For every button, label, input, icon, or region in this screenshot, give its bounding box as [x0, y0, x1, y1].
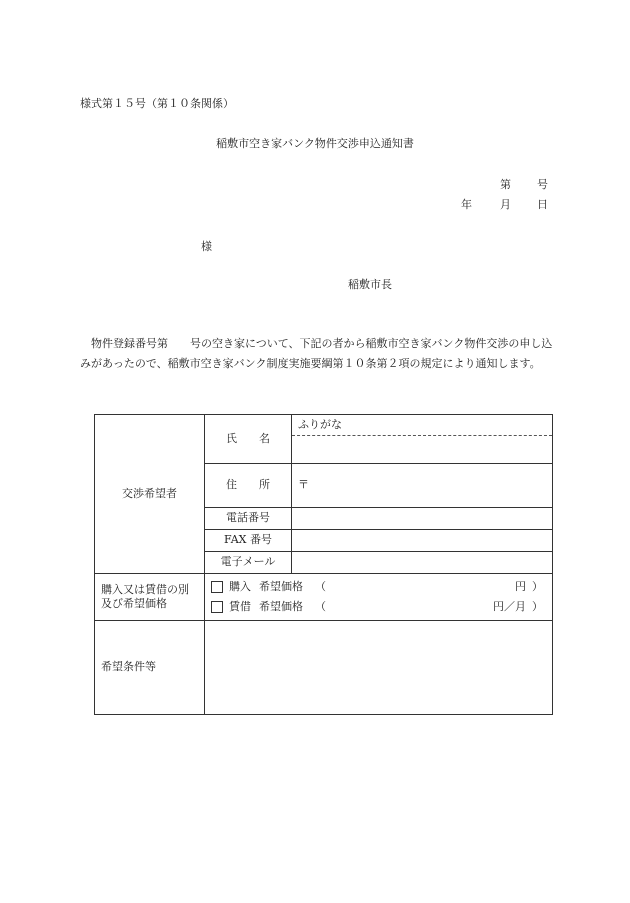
- address-field[interactable]: [292, 464, 553, 508]
- number-prefix: 第: [500, 178, 511, 191]
- notification-body: 物件登録番号第 号の空き家について、下記の者から稲敷市空き家バンク物件交渉の申し込みがあったので、稲敷市空き家バンク制度実施要綱第１０条第２項の規定により通知します。: [80, 337, 553, 370]
- furigana-field[interactable]: [292, 415, 553, 436]
- postal-mark: 〒: [298, 478, 309, 492]
- application-table: [94, 414, 553, 715]
- email-label: 電子メール: [205, 552, 292, 574]
- purchase-price-label: 希望価格: [259, 579, 303, 593]
- rent-open-paren: （: [315, 599, 326, 613]
- conditions-field[interactable]: [205, 621, 553, 715]
- document-date-line: [461, 198, 548, 212]
- purchase-rent-label: [95, 574, 205, 621]
- rent-option-label: 賃借: [229, 599, 251, 613]
- furigana-label: ふりがな: [298, 417, 342, 431]
- purchase-option-label: 購入: [229, 579, 251, 593]
- purchase-option: [211, 577, 546, 597]
- date-day: 日: [537, 198, 548, 211]
- email-field[interactable]: [292, 552, 553, 574]
- purchase-price-unit[interactable]: 円: [515, 579, 526, 593]
- document-number-line: [500, 178, 548, 192]
- date-year: 年: [461, 198, 472, 211]
- sender-name: 稲敷市長: [348, 278, 392, 291]
- number-suffix: 号: [537, 178, 548, 191]
- fax-field[interactable]: [292, 530, 553, 552]
- rent-option: [211, 597, 546, 617]
- purchase-checkbox[interactable]: [211, 581, 223, 593]
- conditions-label: 希望条件等: [95, 621, 205, 715]
- rent-close-paren: ）: [532, 599, 543, 613]
- purchase-open-paren: （: [315, 579, 326, 593]
- rent-checkbox[interactable]: [211, 601, 223, 613]
- purchase-rent-options: [205, 574, 553, 621]
- document-title: 稲敷市空き家バンク物件交渉申込通知書: [216, 137, 414, 150]
- addressee-suffix: 様: [201, 240, 212, 253]
- rent-price-unit[interactable]: 円／月: [493, 599, 526, 613]
- purchase-close-paren: ）: [532, 579, 543, 593]
- address-label: 住 所: [205, 464, 292, 508]
- phone-label: 電話番号: [205, 508, 292, 530]
- name-label: 氏 名: [205, 415, 292, 464]
- form-number-label: 様式第１５号（第１０条関係）: [80, 97, 234, 110]
- phone-field[interactable]: [292, 508, 553, 530]
- purchase-rent-label-line2: 及び希望価格: [101, 597, 167, 610]
- rent-price-label: 希望価格: [259, 599, 303, 613]
- purchase-rent-label-line1: 購入又は賃借の別: [101, 582, 189, 596]
- fax-label: FAX 番号: [205, 530, 292, 552]
- name-field[interactable]: [292, 436, 553, 464]
- applicant-label: 交渉希望者: [95, 415, 205, 574]
- date-month: 月: [500, 198, 511, 211]
